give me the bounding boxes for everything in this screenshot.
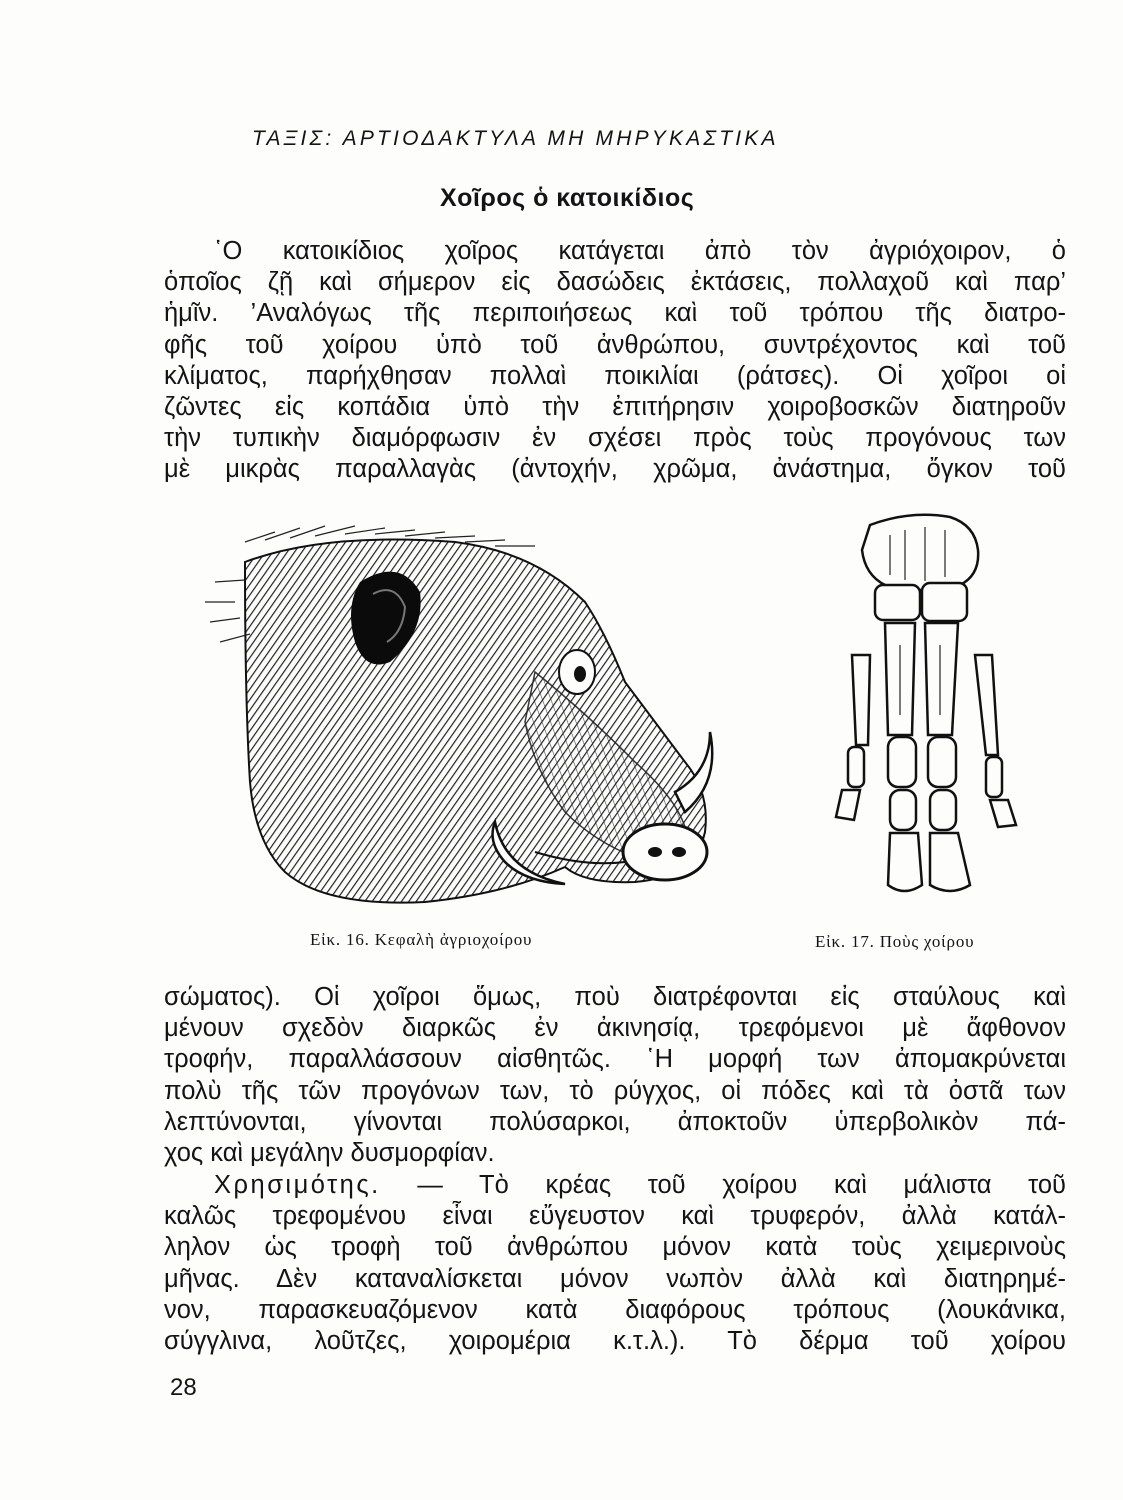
wild-boar-head-illustration	[205, 522, 725, 922]
text-line: ῾Ο κατοικίδιος χοῖρος κατάγεται ἀπὸ τὸν ἀγριόχοιρον, ὁ	[214, 237, 1066, 265]
text-line: φῆς τοῦ χοίρου ὑπὸ τοῦ ἀνθρώπου, συντρέχοντος καὶ τοῦ	[164, 330, 1066, 359]
text-line: κλίματος, παρήχθησαν πολλαὶ ποικιλίαι (ράτσες). Οἱ χοῖροι οἱ	[164, 361, 1066, 390]
usefulness-heading: Χρησιμότης.	[214, 1171, 381, 1199]
text-line: λεπτύνονται, γίνονται πολύσαρκοι, ἀποκτοῦν ὑπερβολικὸν πά-	[164, 1107, 1066, 1136]
text-line: σύγγλινα, λοῦτζες, χοιρομέρια κ.τ.λ.). Τὸ δέρμα τοῦ χοίρου	[164, 1326, 1066, 1355]
text-line	[164, 1170, 1066, 1201]
wild-boar-head-icon	[205, 522, 725, 922]
text-line: καλῶς τρεφομένου εἶναι εὔγευστον καὶ τρυφερόν, ἀλλὰ κατάλ-	[164, 1202, 1066, 1231]
text-line: μένουν σχεδὸν διαρκῶς ἐν ἀκινησίᾳ, τρεφόμενοι μὲ ἄφθονον	[164, 1014, 1066, 1043]
text-line: σώματος). Οἱ χοῖροι ὅμως, ποὺ διατρέφονται εἰς σταύλους καὶ	[164, 983, 1066, 1011]
running-head: ΤΑΞΙΣ: ΑΡΤΙΟΔΑΚΤΥΛΑ ΜΗ ΜΗΡΥΚΑΣΤΙΚΑ	[252, 127, 779, 150]
text-line: χος καὶ μεγάλην δυσμορφίαν.	[164, 1138, 495, 1167]
text-line: ληλον ὡς τροφὴ τοῦ ἀνθρώπου μόνον κατὰ τοὺς χειμερινοὺς	[164, 1233, 1066, 1262]
figure-17-caption: Εἰκ. 17. Ποὺς χοίρου	[815, 932, 975, 951]
figure-16-caption: Εἰκ. 16. Κεφαλὴ ἀγριοχοίρου	[310, 930, 533, 949]
text-line: μῆνας. Δὲν καταναλίσκεται μόνον νωπὸν ἀλλὰ καὶ διατηρημέ-	[164, 1264, 1066, 1293]
text-line: νον, παρασκευαζόμενον κατὰ διαφόρους τρόπους (λουκάνικα,	[164, 1295, 1066, 1324]
text-line: τροφήν, παραλλάσσουν αἰσθητῶς. ῾Η μορφή των ἀπομακρύνεται	[164, 1045, 1066, 1074]
paragraph-intro	[164, 236, 1066, 486]
page-number: 28	[170, 1374, 197, 1401]
paragraph-usefulness	[164, 1170, 1066, 1357]
text-line: ἡμῖν. ’Αναλόγως τῆς περιποιήσεως καὶ τοῦ τρόπου τῆς διατρο-	[164, 299, 1066, 328]
usefulness-first-line: — Τὸ κρέας τοῦ χοίρου καὶ μάλιστα τοῦ	[417, 1171, 1066, 1199]
pig-foot-skeleton-icon	[830, 505, 1040, 925]
text-line: ζῶντες εἰς κοπάδια ὑπὸ τὴν ἐπιτήρησιν χοιροβοσκῶν διατηροῦν	[164, 392, 1066, 421]
text-line: ὁποῖος ζῇ καὶ σήμερον εἰς δασώδεις ἐκτάσεις, πολλαχοῦ καὶ παρ’	[164, 268, 1066, 297]
text-line: τὴν τυπικὴν διαμόρφωσιν ἐν σχέσει πρὸς τοὺς προγόνους των	[164, 424, 1066, 453]
section-title: Χοῖρος ὁ κατοικίδιος	[440, 184, 695, 212]
paragraph-domestic	[164, 982, 1066, 1169]
text-line: πολὺ τῆς τῶν προγόνων των, τὸ ρύγχος, οἱ πόδες καὶ τὰ ὀστᾶ των	[164, 1076, 1066, 1105]
text-line: μὲ μικρὰς παραλλαγὰς (ἀντοχήν, χρῶμα, ἀνάστημα, ὄγκον τοῦ	[164, 455, 1066, 484]
pig-foot-skeleton-illustration	[830, 505, 1040, 925]
